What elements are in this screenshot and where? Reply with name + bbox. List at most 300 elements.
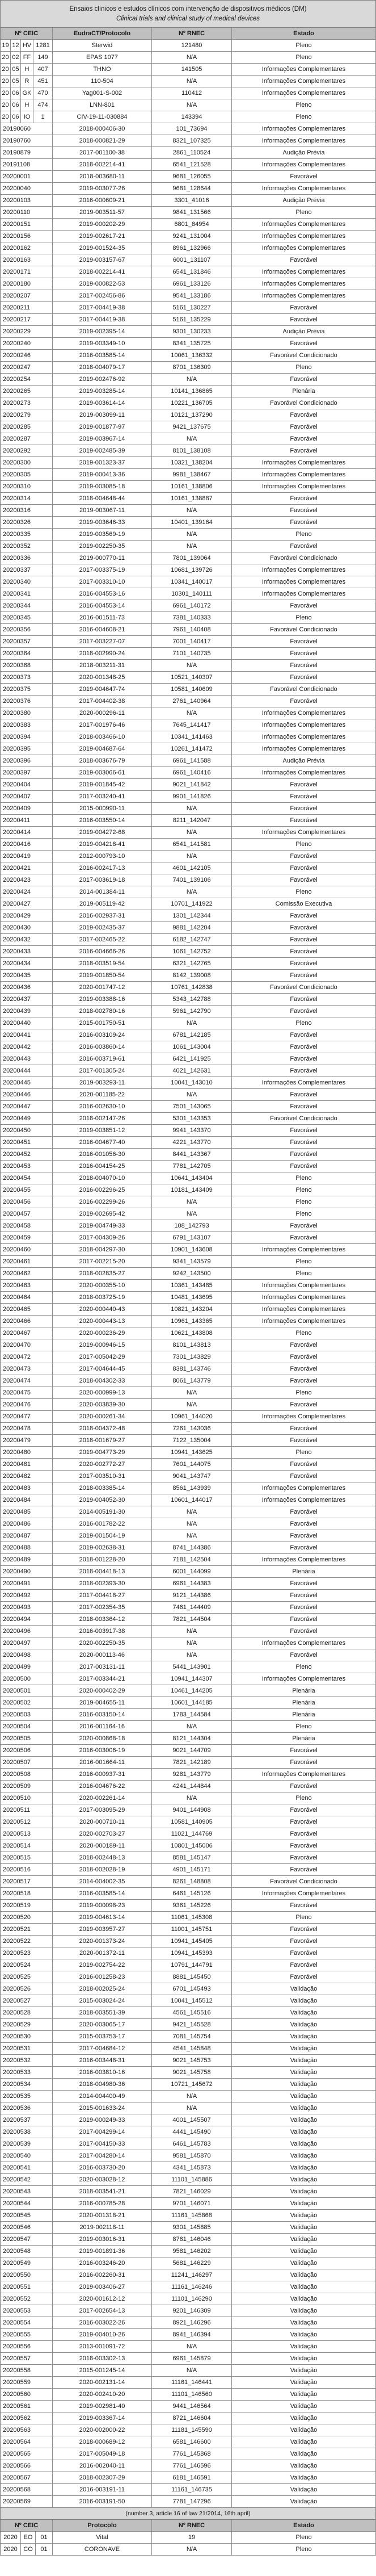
- rnec-cell: 8321_107325: [152, 135, 232, 147]
- ceic-cell: 20200558: [1, 2365, 53, 2377]
- table-row: [1, 493, 376, 505]
- ceic-cell: 20200434: [1, 958, 53, 970]
- rnec-cell: 11021_144769: [152, 1828, 232, 1840]
- protocol-cell: 2016-004553-16: [53, 588, 152, 600]
- table-row: [1, 1172, 376, 1184]
- rnec-cell: 11161_145868: [152, 2210, 232, 2222]
- status-cell: Favorável: [232, 421, 376, 433]
- status-cell: Informações Complementares: [232, 743, 376, 755]
- table-row: [1, 481, 376, 493]
- status-cell: Audição Prévia: [232, 147, 376, 159]
- table-row: [1, 1566, 376, 1578]
- ceic-cell: 20200504: [1, 1721, 53, 1733]
- protocol-cell: 2019-003388-16: [53, 994, 152, 1006]
- ceic-part: 470: [37, 90, 48, 97]
- table-row: [1, 1220, 376, 1232]
- ceic-cell: 20200180: [1, 278, 53, 290]
- rnec-cell: 6581_146600: [152, 2436, 232, 2448]
- rnec-cell: 9021_144709: [152, 1745, 232, 1757]
- status-cell: Favorável: [232, 1125, 376, 1137]
- protocol-cell: 2015-001750-51: [53, 1017, 152, 1029]
- protocol-cell: 2019-000946-15: [53, 1339, 152, 1351]
- protocol-cell: 2019-003067-11: [53, 505, 152, 517]
- protocol-cell: 2018-004372-48: [53, 1423, 152, 1435]
- status-cell: Favorável: [232, 803, 376, 815]
- status-cell: Informações Complementares: [232, 159, 376, 171]
- protocol-cell: 2020-001747-12: [53, 982, 152, 994]
- protocol-cell: 2019-002435-37: [53, 922, 152, 934]
- protocol-cell: CORONAVE: [53, 2544, 152, 2556]
- ceic-cell: 20200520: [1, 1912, 53, 1924]
- protocol-cell: 2020-003839-30: [53, 1399, 152, 1411]
- status-cell: Validação: [232, 1995, 376, 2007]
- rnec-cell: 108_142793: [152, 1220, 232, 1232]
- status-cell: Pleno: [232, 1196, 376, 1208]
- status-cell: Validação: [232, 2186, 376, 2198]
- ceic-cell: 20200404: [1, 779, 53, 791]
- table-row: [1, 707, 376, 719]
- table-row: [1, 2043, 376, 2055]
- protocol-cell: 2017-001305-24: [53, 1065, 152, 1077]
- status-cell: Favorável: [232, 517, 376, 529]
- status-cell: Favorável: [232, 171, 376, 183]
- status-cell: Validação: [232, 2305, 376, 2317]
- table-row: [1, 648, 376, 660]
- protocol-cell: 2018-003725-19: [53, 1292, 152, 1304]
- ceic-cell: 20200473: [1, 1363, 53, 1375]
- ceic-cell: 20200436: [1, 982, 53, 994]
- protocol-cell: 2016-003006-19: [53, 1745, 152, 1757]
- status-cell: Pleno: [232, 1184, 376, 1196]
- ceic-cell: 20190060: [1, 123, 53, 135]
- rnec-cell: 8741_144386: [152, 1542, 232, 1554]
- ceic-cell: 20200515: [1, 1852, 53, 1864]
- status-cell: Pleno: [232, 1017, 376, 1029]
- protocol-cell: EPAS 1077: [53, 52, 152, 64]
- ceic-cell: 20200345: [1, 612, 53, 624]
- protocol-cell: 2019-003066-61: [53, 767, 152, 779]
- ceic-part: H: [21, 64, 33, 75]
- status-cell: Validação: [232, 2114, 376, 2126]
- ceic-cell: [1, 2544, 53, 2556]
- status-cell: Validação: [232, 2091, 376, 2102]
- status-cell: Validação: [232, 2365, 376, 2377]
- protocol-cell: 2020-001612-12: [53, 2293, 152, 2305]
- protocol-cell: 2016-004666-26: [53, 946, 152, 958]
- status-cell: Favorável: [232, 433, 376, 445]
- protocol-cell: 2016-002299-26: [53, 1196, 152, 1208]
- rnec-cell: 9581_145870: [152, 2150, 232, 2162]
- protocol-cell: 2020-000189-11: [53, 1840, 152, 1852]
- table-row: [1, 1304, 376, 1316]
- rnec-cell: 9401_144908: [152, 1804, 232, 1816]
- rnec-cell: 6001_131107: [152, 254, 232, 266]
- status-cell: Validação: [232, 2222, 376, 2234]
- table-row: [1, 2150, 376, 2162]
- status-cell: Pleno: [232, 40, 376, 52]
- rnec-cell: N/A: [152, 541, 232, 552]
- rnec-cell: 7645_141417: [152, 719, 232, 731]
- protocol-cell: 2020-000440-43: [53, 1304, 152, 1316]
- status-cell: Validação: [232, 2329, 376, 2341]
- table-row: [1, 1947, 376, 1959]
- ceic-cell: 20200409: [1, 803, 53, 815]
- protocol-cell: 2020-000710-11: [53, 1816, 152, 1828]
- protocol-cell: 2016-002630-10: [53, 1101, 152, 1113]
- status-cell: Favorável Condicionado: [232, 1113, 376, 1125]
- protocol-cell: 2020-002410-20: [53, 2389, 152, 2401]
- protocol-cell: 2018-002448-13: [53, 1852, 152, 1864]
- table-row: [1, 1041, 376, 1053]
- status-cell: Favorável: [232, 648, 376, 660]
- ceic-cell: 20200162: [1, 242, 53, 254]
- table-row: [1, 803, 376, 815]
- protocol-cell: 2018-000821-29: [53, 135, 152, 147]
- table-row: [1, 541, 376, 552]
- status-cell: Validação: [232, 2210, 376, 2222]
- protocol-cell: 2019-000770-11: [53, 552, 152, 564]
- protocol-cell: 2019-003016-31: [53, 2234, 152, 2246]
- status-cell: Favorável: [232, 1578, 376, 1590]
- protocol-cell: 2019-003349-10: [53, 338, 152, 350]
- protocol-cell: 2017-004419-38: [53, 314, 152, 326]
- ceic-cell: 20200453: [1, 1161, 53, 1172]
- ceic-cell: 20200445: [1, 1077, 53, 1089]
- rnec-cell: 8561_143939: [152, 1482, 232, 1494]
- status-cell: Pleno: [232, 2544, 376, 2556]
- table-header-row: [1, 28, 376, 40]
- status-cell: Plenária: [232, 1733, 376, 1745]
- table-row: [1, 397, 376, 409]
- ceic-cell: 20200432: [1, 934, 53, 946]
- status-cell: Informações Complementares: [232, 457, 376, 469]
- status-cell: Favorável Condicionado: [232, 552, 376, 564]
- protocol-cell: 2019-000413-36: [53, 469, 152, 481]
- ceic-part: 20: [1, 99, 11, 111]
- status-cell: Validação: [232, 2102, 376, 2114]
- protocol-cell: 2017-004684-12: [53, 2043, 152, 2055]
- rnec-cell: 9901_141826: [152, 791, 232, 803]
- status-cell: Informações Complementares: [232, 731, 376, 743]
- protocol-cell: 2014-005191-30: [53, 1506, 152, 1518]
- ceic-part: 12: [11, 40, 21, 51]
- ceic-cell: 20200103: [1, 195, 53, 207]
- status-cell: Informações Complementares: [232, 707, 376, 719]
- table-row: [1, 529, 376, 541]
- table-row: [1, 2102, 376, 2114]
- table-row: [1, 314, 376, 326]
- status-cell: Favorável: [232, 541, 376, 552]
- status-cell: Favorável: [232, 851, 376, 862]
- ceic-cell: 20200455: [1, 1184, 53, 1196]
- ceic-cell: 20200110: [1, 207, 53, 219]
- protocol-cell: 2018-003364-12: [53, 1614, 152, 1626]
- table-row: [1, 1959, 376, 1971]
- status-cell: Favorável: [232, 1971, 376, 1983]
- protocol-cell: 2020-000868-18: [53, 1733, 152, 1745]
- ceic-cell: 20200484: [1, 1494, 53, 1506]
- protocol-cell: 110-504: [53, 76, 152, 87]
- protocol-cell: 2017-002456-86: [53, 290, 152, 302]
- status-cell: Validação: [232, 2198, 376, 2210]
- ceic-cell: 20200211: [1, 302, 53, 314]
- ceic-cell: 20200396: [1, 755, 53, 767]
- protocol-cell: 2016-003022-26: [53, 2317, 152, 2329]
- ceic-cell: 20200247: [1, 362, 53, 374]
- rnec-cell: N/A: [152, 1089, 232, 1101]
- protocol-cell: 2016-001258-23: [53, 1971, 152, 1983]
- ceic-cell: 20200541: [1, 2162, 53, 2174]
- rnec-cell: N/A: [152, 52, 232, 64]
- ceic-cell: 20200440: [1, 1017, 53, 1029]
- status-cell: Favorável: [232, 1339, 376, 1351]
- protocol-cell: 2017-004644-45: [53, 1363, 152, 1375]
- status-cell: Validação: [232, 2246, 376, 2257]
- section2-header-row: [1, 2520, 376, 2532]
- table-row: [1, 1375, 376, 1387]
- ceic-cell: 20200466: [1, 1316, 53, 1327]
- table-row: [1, 183, 376, 195]
- ceic-cell: 20200163: [1, 254, 53, 266]
- ceic-part: 149: [37, 54, 48, 61]
- ceic-cell: 20200040: [1, 183, 53, 195]
- rnec-cell: 6701_145493: [152, 1983, 232, 1995]
- rnec-cell: 5681_146229: [152, 2257, 232, 2269]
- rnec-cell: 10361_143485: [152, 1280, 232, 1292]
- status-cell: Favorável: [232, 1089, 376, 1101]
- ceic-cell: 20200533: [1, 2067, 53, 2079]
- ceic-cell: 20200443: [1, 1053, 53, 1065]
- table-row: [1, 2329, 376, 2341]
- protocol-cell: 2019-004647-74: [53, 684, 152, 696]
- rnec-cell: 10601_144017: [152, 1494, 232, 1506]
- protocol-cell: 2014-004002-35: [53, 1876, 152, 1888]
- rnec-cell: 11161_146246: [152, 2281, 232, 2293]
- protocol-cell: 2018-004070-10: [53, 1172, 152, 1184]
- rnec-cell: 4341_145873: [152, 2162, 232, 2174]
- status-cell: Informações Complementares: [232, 1637, 376, 1649]
- title-english: Clinical trials and clinical study of medical devices: [116, 15, 260, 22]
- protocol-cell: 2018-002214-41: [53, 159, 152, 171]
- rnec-cell: N/A: [152, 1208, 232, 1220]
- table-row: [1, 2019, 376, 2031]
- ceic-part: H: [21, 99, 33, 111]
- status-cell: Favorável: [232, 791, 376, 803]
- status-cell: Favorável: [232, 409, 376, 421]
- table-row: [1, 946, 376, 958]
- protocol-cell: 2020-002000-22: [53, 2424, 152, 2436]
- ceic-cell: 20200352: [1, 541, 53, 552]
- status-cell: Favorável: [232, 958, 376, 970]
- table-row: [1, 2186, 376, 2198]
- ceic-cell: 20200527: [1, 1995, 53, 2007]
- rnec-cell: 10481_143695: [152, 1292, 232, 1304]
- status-cell: Informações Complementares: [232, 576, 376, 588]
- table-row: [1, 672, 376, 684]
- protocol-cell: 2017-004418-27: [53, 1590, 152, 1602]
- table-row: [1, 839, 376, 851]
- rnec-cell: N/A: [152, 1626, 232, 1637]
- ceic-cell: 20200559: [1, 2377, 53, 2389]
- protocol-cell: 2020-001373-24: [53, 1936, 152, 1947]
- table-row: [1, 1530, 376, 1542]
- table-row: [1, 1554, 376, 1566]
- protocol-cell: 2016-003585-14: [53, 1888, 152, 1900]
- status-cell: Favorável: [232, 946, 376, 958]
- status-cell: Favorável: [232, 1459, 376, 1471]
- status-cell: Informações Complementares: [232, 719, 376, 731]
- rnec-cell: 6961_144383: [152, 1578, 232, 1590]
- rnec-cell: 9301_130233: [152, 326, 232, 338]
- status-cell: Favorável: [232, 1864, 376, 1876]
- ceic-cell: 20200564: [1, 2436, 53, 2448]
- ceic-cell: 20200493: [1, 1602, 53, 1614]
- table-row: [1, 1101, 376, 1113]
- ceic-cell: 20200540: [1, 2150, 53, 2162]
- rnec-cell: 8261_148808: [152, 1876, 232, 1888]
- ceic-cell: [1, 76, 53, 87]
- ceic-cell: 20200475: [1, 1387, 53, 1399]
- table-row: [1, 1685, 376, 1697]
- rnec-cell: 10321_138204: [152, 457, 232, 469]
- table-row: [1, 1745, 376, 1757]
- protocol-cell: 2017-004280-14: [53, 2150, 152, 2162]
- ceic-cell: 20200441: [1, 1029, 53, 1041]
- table-row: [1, 2162, 376, 2174]
- table-row: [1, 2496, 376, 2508]
- ceic-cell: 20200240: [1, 338, 53, 350]
- status-cell: Favorável Condicionado: [232, 684, 376, 696]
- rnec-cell: 6961_140416: [152, 767, 232, 779]
- protocol-cell: 2018-003519-54: [53, 958, 152, 970]
- table-row: [1, 1161, 376, 1172]
- ceic-cell: 20200535: [1, 2091, 53, 2102]
- ceic-cell: 20200246: [1, 350, 53, 362]
- status-cell: Favorável: [232, 493, 376, 505]
- rnec-cell: 6961_141588: [152, 755, 232, 767]
- status-cell: Pleno: [232, 1268, 376, 1280]
- table-row: [1, 2126, 376, 2138]
- rnec-cell: N/A: [152, 2091, 232, 2102]
- rnec-cell: 10041_145512: [152, 1995, 232, 2007]
- rnec-cell: 9681_126055: [152, 171, 232, 183]
- ceic-cell: 20200337: [1, 564, 53, 576]
- ceic-cell: 20200449: [1, 1113, 53, 1125]
- table-row: [1, 1971, 376, 1983]
- status-cell: Favorável: [232, 254, 376, 266]
- protocol-cell: Vital: [53, 2532, 152, 2544]
- table-row: [1, 1721, 376, 1733]
- ceic-cell: 20200373: [1, 672, 53, 684]
- ceic-cell: 20200513: [1, 1828, 53, 1840]
- table-row: [1, 719, 376, 731]
- rnec-cell: 19: [152, 2532, 232, 2544]
- table-row: [1, 1792, 376, 1804]
- protocol-cell: 2018-003676-79: [53, 755, 152, 767]
- table-row: [1, 2472, 376, 2484]
- rnec-cell: 9301_145885: [152, 2222, 232, 2234]
- ceic-part: IO: [21, 111, 33, 123]
- protocol-cell: 2019-003285-14: [53, 386, 152, 397]
- rnec-cell: 8781_146046: [152, 2234, 232, 2246]
- protocol-cell: 2018-003551-39: [53, 2007, 152, 2019]
- rnec-cell: N/A: [152, 1637, 232, 1649]
- rnec-cell: 10821_143204: [152, 1304, 232, 1316]
- protocol-cell: 2018-004079-17: [53, 362, 152, 374]
- ceic-cell: 20200395: [1, 743, 53, 755]
- title-portuguese: Ensaios clínicos e estudos clínicos com intervenção de dispositivos médicos (DM): [69, 5, 307, 12]
- table-row: [1, 2532, 376, 2544]
- rnec-cell: 10221_136705: [152, 397, 232, 409]
- table-row: [1, 195, 376, 207]
- table-row: [1, 612, 376, 624]
- status-cell: Favorável: [232, 1626, 376, 1637]
- status-cell: Favorável: [232, 1006, 376, 1017]
- table-row: [1, 1387, 376, 1399]
- protocol-cell: 2019-005119-42: [53, 898, 152, 910]
- protocol-cell: 2016-002260-31: [53, 2269, 152, 2281]
- ceic-cell: [1, 99, 53, 111]
- status-cell: Favorável: [232, 1363, 376, 1375]
- protocol-cell: 2018-003302-13: [53, 2353, 152, 2365]
- table-row: [1, 2412, 376, 2424]
- protocol-cell: 2019-004272-68: [53, 827, 152, 839]
- ceic-cell: 20200500: [1, 1673, 53, 1685]
- rnec-cell: 9981_138467: [152, 469, 232, 481]
- rnec-cell: 4001_145507: [152, 2114, 232, 2126]
- table-row: [1, 1113, 376, 1125]
- table-row: [1, 1804, 376, 1816]
- ceic-cell: 20200532: [1, 2055, 53, 2067]
- table-row: [1, 755, 376, 767]
- status-cell: Informações Complementares: [232, 135, 376, 147]
- protocol-cell: 2017-002215-20: [53, 1256, 152, 1268]
- ceic-cell: 20200171: [1, 266, 53, 278]
- table-row: [1, 1029, 376, 1041]
- ceic-cell: 20200344: [1, 600, 53, 612]
- table-row: [1, 851, 376, 862]
- protocol-cell: 2019-002617-21: [53, 231, 152, 242]
- table-row: [1, 1936, 376, 1947]
- rnec-cell: 10521_140307: [152, 672, 232, 684]
- rnec-cell: N/A: [152, 505, 232, 517]
- protocol-cell: 2019-004655-11: [53, 1697, 152, 1709]
- protocol-cell: 2016-004553-14: [53, 600, 152, 612]
- header-rnec: Nº RNEC: [152, 2520, 232, 2532]
- protocol-cell: 2016-001056-30: [53, 1149, 152, 1161]
- rnec-cell: 6961_133126: [152, 278, 232, 290]
- table-row: [1, 552, 376, 564]
- status-cell: Informações Complementares: [232, 588, 376, 600]
- ceic-cell: 20200553: [1, 2305, 53, 2317]
- protocol-cell: 2014-004400-49: [53, 2091, 152, 2102]
- rnec-cell: 5441_143901: [152, 1661, 232, 1673]
- table-row: [1, 982, 376, 994]
- status-cell: Favorável: [232, 1435, 376, 1447]
- ceic-cell: 20200424: [1, 886, 53, 898]
- table-row: [1, 1924, 376, 1936]
- status-cell: Pleno: [232, 362, 376, 374]
- table-row: [1, 1626, 376, 1637]
- status-cell: Validação: [232, 1983, 376, 1995]
- table-row: [1, 1423, 376, 1435]
- protocol-cell: 2020-000261-34: [53, 1411, 152, 1423]
- protocol-cell: 2017-002465-22: [53, 934, 152, 946]
- protocol-cell: CIV-19-11-030884: [53, 111, 152, 123]
- rnec-cell: 1061_143004: [152, 1041, 232, 1053]
- protocol-cell: 2019-001323-37: [53, 457, 152, 469]
- ceic-cell: 20200557: [1, 2353, 53, 2365]
